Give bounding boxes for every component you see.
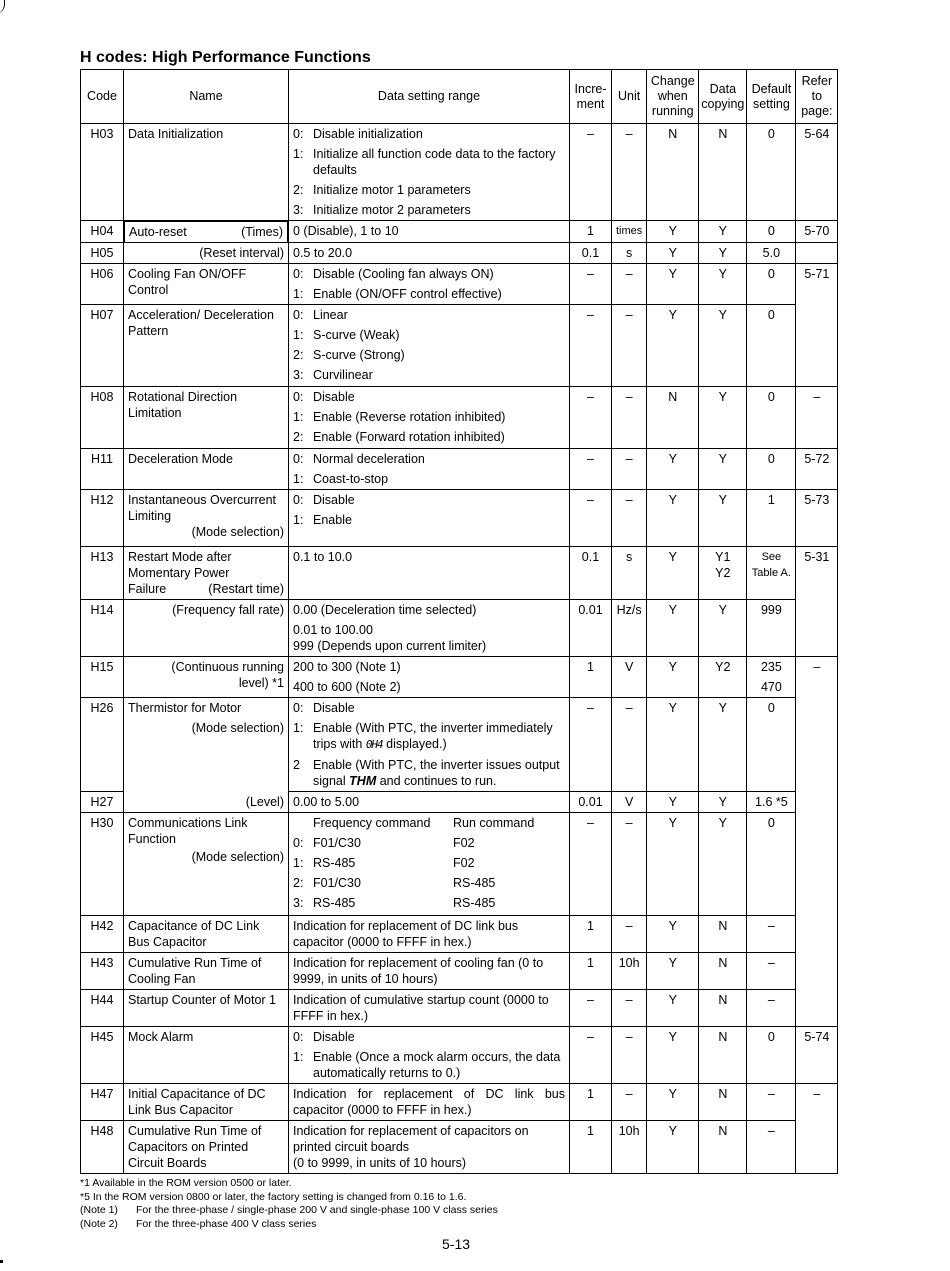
range-cell: 0: Disable 1: Enable (With PTC, the inverter immediately trips with 0H4 displayed.) 2 Enable (With PTC, the inverter issues output signal THM and continues to run. (289, 698, 570, 792)
copy-cell: Y (699, 698, 747, 792)
range-cell: 0: Disable (Cooling fan always ON) 1: Enable (ON/OFF control effective) (289, 264, 570, 305)
unit-cell: – (612, 490, 647, 547)
default-cell: 0 (747, 221, 796, 243)
header-code: Code (81, 70, 124, 124)
refer-cell: 5-31 (796, 547, 838, 600)
footnote-5: *5 In the ROM version 0800 or later, the factory setting is changed from 0.16 to 1.6. (80, 1191, 467, 1203)
header-refer-page: Refer to page: (796, 70, 838, 124)
range-cell: 0.00 to 5.00 (289, 792, 570, 813)
copy-cell: Y (699, 813, 747, 916)
name-cell: (Reset interval) (124, 243, 289, 264)
name-cell: Restart Mode after Momentary Power Failure (Restart time) (124, 547, 289, 600)
table-row-h30 (81, 813, 838, 916)
increment-cell: – (570, 264, 612, 305)
increment-cell: 0.01 (570, 792, 612, 813)
copy-cell: Y (699, 449, 747, 490)
increment-cell: – (570, 305, 612, 387)
default-cell: – (747, 916, 796, 953)
h-codes-table (80, 69, 838, 1174)
change-cell: Y (647, 953, 699, 990)
table-row-h11 (81, 449, 838, 490)
default-cell: 1.6 *5 (747, 792, 796, 813)
range-cell: 0: Disable 1: Enable (289, 490, 570, 547)
unit-cell: – (612, 124, 647, 221)
table-row-h44 (81, 990, 838, 1027)
refer-cell (796, 792, 838, 813)
name-cell: Startup Counter of Motor 1 (124, 990, 289, 1027)
copy-cell: Y (699, 243, 747, 264)
default-cell: See Table A. (747, 547, 796, 600)
increment-cell: – (570, 698, 612, 792)
code-cell: H14 (81, 600, 124, 657)
unit-cell: – (612, 449, 647, 490)
refer-cell (796, 1121, 838, 1174)
increment-cell: 1 (570, 1121, 612, 1174)
table-row-h42 (81, 916, 838, 953)
copy-cell: Y (699, 221, 747, 243)
increment-cell: 1 (570, 221, 612, 243)
code-cell: H06 (81, 264, 124, 305)
default-cell: – (747, 1084, 796, 1121)
default-cell: 0 (747, 124, 796, 221)
range-cell: Indication for replacement of DC link bus capacitor (0000 to FFFF in hex.) (289, 1084, 570, 1121)
copy-cell: Y (699, 600, 747, 657)
change-cell: Y (647, 916, 699, 953)
change-cell: Y (647, 547, 699, 600)
table-row-h45 (81, 1027, 838, 1084)
refer-cell (796, 916, 838, 953)
refer-cell (796, 243, 838, 264)
header-change-when-running: Change when running (647, 70, 699, 124)
code-cell: H42 (81, 916, 124, 953)
name-cell: (Frequency fall rate) (124, 600, 289, 657)
name-cell: Cumulative Run Time of Cooling Fan (124, 953, 289, 990)
unit-cell: – (612, 813, 647, 916)
default-cell: 1 (747, 490, 796, 547)
page-corner-mark (0, 0, 5, 14)
name-cell: Auto-reset (Times) (124, 221, 288, 242)
unit-cell: – (612, 305, 647, 387)
increment-cell: 0.1 (570, 243, 612, 264)
unit-cell: times (612, 221, 647, 243)
table-header-row (81, 70, 838, 124)
code-cell: H44 (81, 990, 124, 1027)
change-cell: Y (647, 1121, 699, 1174)
table-row-h05 (81, 243, 838, 264)
name-cell: Capacitance of DC Link Bus Capacitor (124, 916, 289, 953)
change-cell: Y (647, 990, 699, 1027)
copy-cell: Y (699, 490, 747, 547)
increment-cell: 1 (570, 953, 612, 990)
increment-cell: – (570, 813, 612, 916)
table-row-h26 (81, 698, 838, 792)
increment-cell: 1 (570, 916, 612, 953)
increment-cell: – (570, 449, 612, 490)
default-cell: 0 (747, 387, 796, 449)
range-cell: 0: Linear 1: S-curve (Weak) 2: S-curve (Strong) 3: Curvilinear (289, 305, 570, 387)
increment-cell: – (570, 124, 612, 221)
table-row-h43 (81, 953, 838, 990)
copy-cell: Y1 Y2 (699, 547, 747, 600)
change-cell: Y (647, 449, 699, 490)
default-cell: – (747, 990, 796, 1027)
unit-cell: – (612, 387, 647, 449)
code-cell: H03 (81, 124, 124, 221)
refer-cell: – (796, 657, 838, 698)
change-cell: Y (647, 600, 699, 657)
default-cell: – (747, 1121, 796, 1174)
increment-cell: 1 (570, 657, 612, 698)
default-cell: 0 (747, 449, 796, 490)
table-row-h27 (81, 792, 838, 813)
name-cell: Instantaneous Overcurrent Limiting (Mode selection) (124, 490, 289, 547)
header-range: Data setting range (289, 70, 570, 124)
refer-cell (796, 600, 838, 657)
page-edge-mark (0, 1260, 3, 1263)
unit-cell: s (612, 243, 647, 264)
unit-cell: Hz/s (612, 600, 647, 657)
name-cell: Cooling Fan ON/OFF Control (124, 264, 289, 305)
increment-cell: 1 (570, 1084, 612, 1121)
code-cell: H11 (81, 449, 124, 490)
name-cell: Communications Link Function (Mode selection) (124, 813, 289, 916)
range-cell: 0.5 to 20.0 (289, 243, 570, 264)
change-cell: Y (647, 1084, 699, 1121)
increment-cell: 0.01 (570, 600, 612, 657)
refer-cell (796, 698, 838, 792)
change-cell: Y (647, 792, 699, 813)
table-row-h03 (81, 124, 838, 221)
refer-cell (796, 953, 838, 990)
copy-cell: Y (699, 792, 747, 813)
unit-cell: V (612, 657, 647, 698)
name-cell: (Continuous running level) *1 (124, 657, 289, 698)
name-cell: Thermistor for Motor (Mode selection) (124, 698, 289, 792)
copy-cell: Y (699, 305, 747, 387)
table-row-h13 (81, 547, 838, 600)
unit-cell: V (612, 792, 647, 813)
copy-cell: Y2 (699, 657, 747, 698)
seven-segment-display-code: 0H4 (365, 738, 383, 751)
range-cell: 0: Normal deceleration 1: Coast-to-stop (289, 449, 570, 490)
change-cell: N (647, 124, 699, 221)
default-cell: – (747, 953, 796, 990)
name-cell: Cumulative Run Time of Capacitors on Printed Circuit Boards (124, 1121, 289, 1174)
copy-cell: Y (699, 387, 747, 449)
change-cell: Y (647, 657, 699, 698)
code-cell: H30 (81, 813, 124, 916)
header-unit: Unit (612, 70, 647, 124)
code-cell: H07 (81, 305, 124, 387)
code-cell: H08 (81, 387, 124, 449)
table-row-h15 (81, 657, 838, 698)
increment-cell: 0.1 (570, 547, 612, 600)
refer-cell: 5-71 (796, 264, 838, 305)
default-cell: 0 (747, 1027, 796, 1084)
refer-cell: 5-74 (796, 1027, 838, 1084)
footnote-1: *1 Available in the ROM version 0500 or later. (80, 1177, 292, 1189)
table-row-h06 (81, 264, 838, 305)
name-cell: Mock Alarm (124, 1027, 289, 1084)
name-cell: Rotational Direction Limitation (124, 387, 289, 449)
table-row-h08 (81, 387, 838, 449)
unit-cell: – (612, 698, 647, 792)
change-cell: Y (647, 221, 699, 243)
default-cell: 0 (747, 813, 796, 916)
change-cell: Y (647, 813, 699, 916)
range-cell: Indication of cumulative startup count (0000 to FFFF in hex.) (289, 990, 570, 1027)
copy-cell: N (699, 1027, 747, 1084)
change-cell: Y (647, 243, 699, 264)
table-row-h47 (81, 1084, 838, 1121)
default-cell: 0 (747, 305, 796, 387)
range-cell: 0: Disable 1: Enable (Once a mock alarm occurs, the data automatically returns to 0.) (289, 1027, 570, 1084)
change-cell: Y (647, 490, 699, 547)
unit-cell: s (612, 547, 647, 600)
name-cell: Deceleration Mode (124, 449, 289, 490)
default-cell: 235 470 (747, 657, 796, 698)
change-cell: Y (647, 305, 699, 387)
default-cell: 0 (747, 264, 796, 305)
code-cell: H48 (81, 1121, 124, 1174)
range-cell: Frequency command Run command 0: F01/C30 F02 1: RS-485 F02 2: F01/C30 RS-485 3: RS-485 RS-485 (289, 813, 570, 916)
refer-cell: 5-70 (796, 221, 838, 243)
table-row-h04 (81, 221, 838, 243)
page-number: 5-13 (442, 1236, 471, 1252)
code-cell: H15 (81, 657, 124, 698)
copy-cell: N (699, 916, 747, 953)
increment-cell: – (570, 490, 612, 547)
unit-cell: – (612, 1027, 647, 1084)
range-cell: 0 (Disable), 1 to 10 (289, 221, 570, 243)
header-name: Name (124, 70, 289, 124)
table-row-h14 (81, 600, 838, 657)
note-1: (Note 1) For the three-phase / single-phase 200 V and single-phase 100 V class series (80, 1204, 498, 1216)
increment-cell: – (570, 387, 612, 449)
table-row-h48 (81, 1121, 838, 1174)
note-2: (Note 2) For the three-phase 400 V class series (80, 1218, 317, 1230)
header-increment: Incre- ment (570, 70, 612, 124)
default-cell: 999 (747, 600, 796, 657)
copy-cell: N (699, 124, 747, 221)
default-cell: 5.0 (747, 243, 796, 264)
code-cell: H12 (81, 490, 124, 547)
name-cell: Initial Capacitance of DC Link Bus Capacitor (124, 1084, 289, 1121)
change-cell: N (647, 387, 699, 449)
unit-cell: 10h (612, 1121, 647, 1174)
refer-cell (796, 813, 838, 916)
refer-cell: 5-73 (796, 490, 838, 547)
name-cell: Acceleration/ Deceleration Pattern (124, 305, 289, 387)
unit-cell: – (612, 916, 647, 953)
code-cell: H45 (81, 1027, 124, 1084)
refer-cell: – (796, 1084, 838, 1121)
name-cell: (Level) (124, 792, 289, 813)
range-cell: 0: Disable initialization 1: Initialize all function code data to the factory defaults 2: Initialize motor 1 parameters 3: Initialize motor 2 parameters (289, 124, 570, 221)
refer-cell: – (796, 387, 838, 449)
code-cell: H43 (81, 953, 124, 990)
table-row-h12 (81, 490, 838, 547)
unit-cell: – (612, 264, 647, 305)
copy-cell: Y (699, 264, 747, 305)
unit-cell: – (612, 990, 647, 1027)
code-cell: H05 (81, 243, 124, 264)
code-cell: H27 (81, 792, 124, 813)
refer-cell: 5-72 (796, 449, 838, 490)
code-cell: H04 (81, 221, 124, 243)
change-cell: Y (647, 264, 699, 305)
range-cell: 0: Disable 1: Enable (Reverse rotation inhibited) 2: Enable (Forward rotation inhibited) (289, 387, 570, 449)
range-cell: Indication for replacement of capacitors on printed circuit boards (0 to 9999, in units of 10 hours) (289, 1121, 570, 1174)
range-cell: Indication for replacement of cooling fan (0 to 9999, in units of 10 hours) (289, 953, 570, 990)
header-data-copying: Data copying (699, 70, 747, 124)
table-row-h07 (81, 305, 838, 387)
default-cell: 0 (747, 698, 796, 792)
refer-cell: 5-64 (796, 124, 838, 221)
change-cell: Y (647, 698, 699, 792)
code-cell: H13 (81, 547, 124, 600)
range-cell: 200 to 300 (Note 1) 400 to 600 (Note 2) (289, 657, 570, 698)
change-cell: Y (647, 1027, 699, 1084)
section-title: H codes: High Performance Functions (80, 49, 371, 66)
code-cell: H26 (81, 698, 124, 792)
copy-cell: N (699, 953, 747, 990)
name-cell: Data Initialization (124, 124, 289, 221)
header-default-setting: Default setting (747, 70, 796, 124)
range-cell: 0.00 (Deceleration time selected) 0.01 to 100.00 999 (Depends upon current limiter) (289, 600, 570, 657)
unit-cell: – (612, 1084, 647, 1121)
copy-cell: N (699, 1121, 747, 1174)
copy-cell: N (699, 1084, 747, 1121)
code-cell: H47 (81, 1084, 124, 1121)
range-cell: Indication for replacement of DC link bus capacitor (0000 to FFFF in hex.) (289, 916, 570, 953)
increment-cell: – (570, 990, 612, 1027)
unit-cell: 10h (612, 953, 647, 990)
refer-cell (796, 990, 838, 1027)
range-cell: 0.1 to 10.0 (289, 547, 570, 600)
refer-cell (796, 305, 838, 387)
copy-cell: N (699, 990, 747, 1027)
increment-cell: – (570, 1027, 612, 1084)
